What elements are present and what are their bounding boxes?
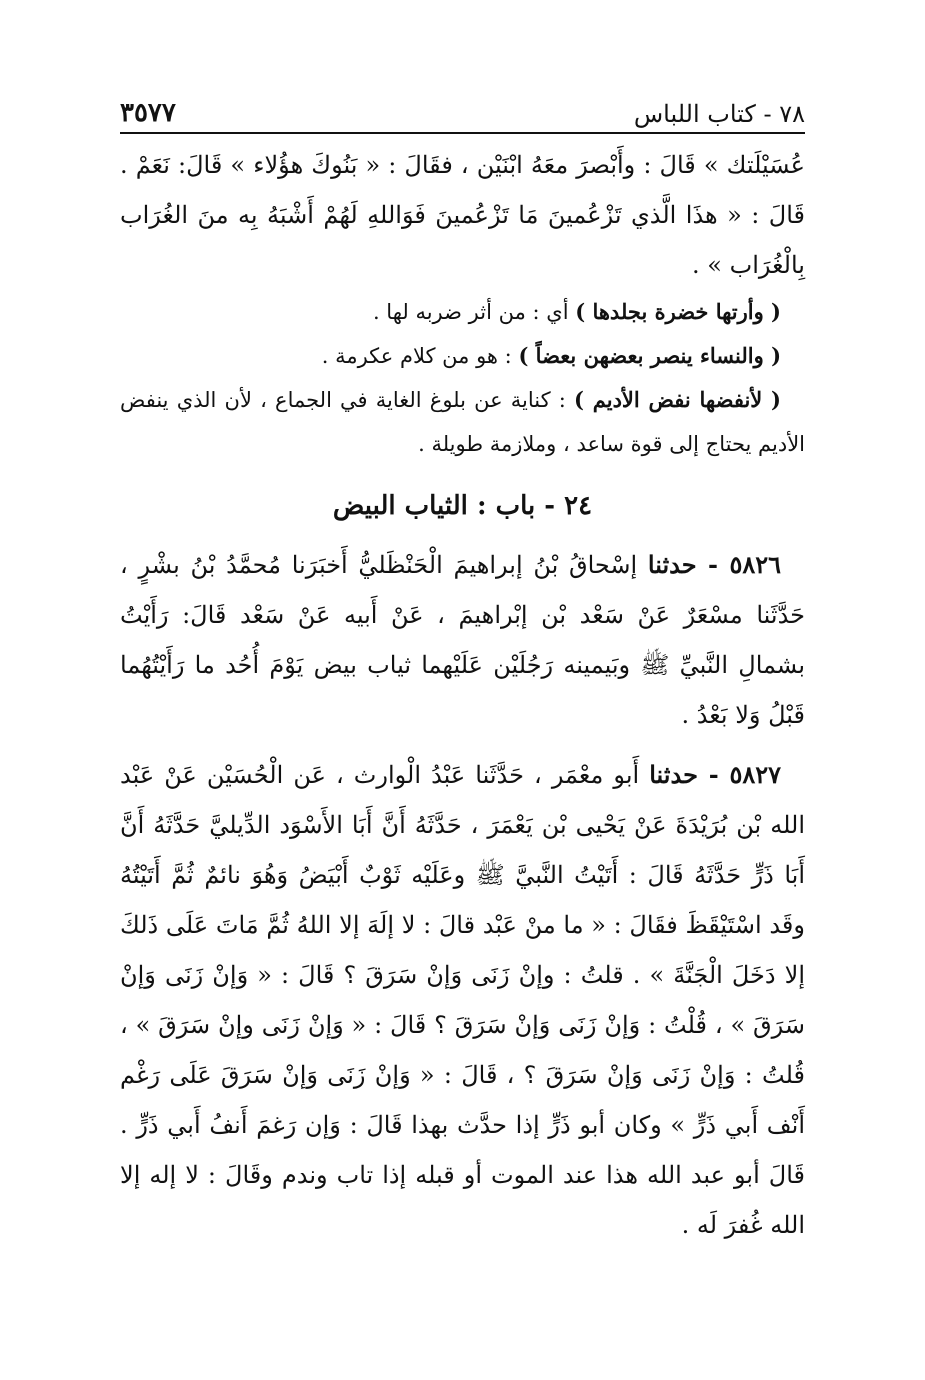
hadith-5826 <box>120 540 805 740</box>
header-divider <box>120 132 805 134</box>
note-3 <box>120 378 805 466</box>
note-term: ( وأرتها خضرة بجلدها ) <box>575 299 781 324</box>
note-text: : كناية عن بلوغ الغاية في الجماع ، لأن الذي ينفض الأديم يحتاج إلى قوة ساعد ، وملازمة طويلة . <box>120 388 805 456</box>
page-header <box>120 88 805 128</box>
note-text: أي : من أثر ضربه لها . <box>372 300 576 324</box>
hadith-text: أَبو معْمَر ، حَدَّثَنا عَبْدُ الْوارث ، عَن الْحُسَيْن عَنْ عَبْد الله بْن بُرَيْدَةَ عَنْ يَحْيى بْن يَعْمَرَ ، حَدَّثَهُ أَنَّ أَبَا الأَسْوَد الدِّيليَّ حَدَّثَهُ أَنَّ أَبَا ذَرٍّ حَدَّثَهُ قَالَ : أَتَيْتُ النَّبيَّ ﷺ وعَلَيْه ثَوْبٌ أَبْيَضُ وَهُوَ نائمٌ ثُمَّ أَتَيْتُهُ وقَد اسْتَيْقَظَ فقَالَ : « ما منْ عَبْد قالَ : لا إلَهَ إلا اللهُ ثُمَّ مَاتَ عَلَى ذَلكَ إلا دَخَلَ الْجَنَّةَ » . قلتُ : وإنْ زَنَى وَإنْ سَرَقَ ؟ قَالَ : « وَإنْ زَنَى وَإنْ سَرَقَ » ، قُلْتُ : وَإنْ زَنَى وَإنْ سَرَقَ ؟ قَالَ : « وَإنْ زَنَى وإنْ سَرَقَ » ، قُلتُ : وَإنْ زَنَى وَإنْ سَرَقَ ؟ ، قَالَ : « وَإنْ زَنَى وَإنْ سَرَقَ عَلَى رَغْم أَنْف أَبي ذَرٍّ » وكان أبو ذَرٍّ إذا حدَّث بهذا قَالَ : وَإن رَغمَ أَنفُ أَبي ذَرٍّ . قَالَ أبو عبد الله هذا عند الموت أو قبله إذا تاب وندم وقَالَ : لا إله إلا الله غُفرَ لَه . <box>120 761 806 1239</box>
hadith-5827 <box>120 750 805 1250</box>
chapter-heading: ٢٤ - باب : الثياب البيض <box>332 491 593 521</box>
note-term: ( لأنفضها نفض الأديم ) <box>574 387 781 412</box>
chapter-title: ٧٨ - كتاب اللباس <box>633 100 805 128</box>
page-number: ٣٥٧٧ <box>120 98 176 128</box>
hadith-number: ٥٨٢٧ - حدثنا <box>649 760 781 789</box>
hadith-text: إسْحاقُ بْنُ إبراهيمَ الْحَنْظَليُّ أَخبَرَنا مُحمَّدُ بْنُ بشْرٍ ، حَدَّثَنا مسْعَرٌ عَنْ سَعْد بْن إبْراهيمَ ، عَنْ أَبيه عَنْ سَعْد قَالَ: رَأَيْتُ بشمالِ النَّبيِّ ﷺ وبَيمينه رَجُلَيْن عَلَيْهما ثياب بيض يَوْمَ أُحُد ما رَأَيْتُهُما قَبْلُ وَلا بَعْدُ . <box>120 551 805 729</box>
note-1 <box>120 290 805 334</box>
hadith-number: ٥٨٢٦ - حدثنا <box>647 550 782 579</box>
note-2 <box>120 334 805 378</box>
note-text: : هو من كلام عكرمة . <box>321 344 519 368</box>
note-term: ( والنساء ينصر بعضهن بعضاً ) <box>518 343 781 368</box>
page-body <box>120 140 805 1250</box>
hadith-continuation: عُسَيْلَتك » قَالَ : وأَبْصرَ معَهُ ابْنَيْن ، فقَالَ : « بَنُوكَ هؤُلاء » قَالَ: نَعَمْ . قَالَ : « هذَا الَّذي تَزْعُمينَ مَا تَزْعُمينَ فَوَاللهِ لَهُمْ أَشْبَهُ بِه منَ الغُرَاب بِالْغُرَاب » . <box>120 151 805 279</box>
